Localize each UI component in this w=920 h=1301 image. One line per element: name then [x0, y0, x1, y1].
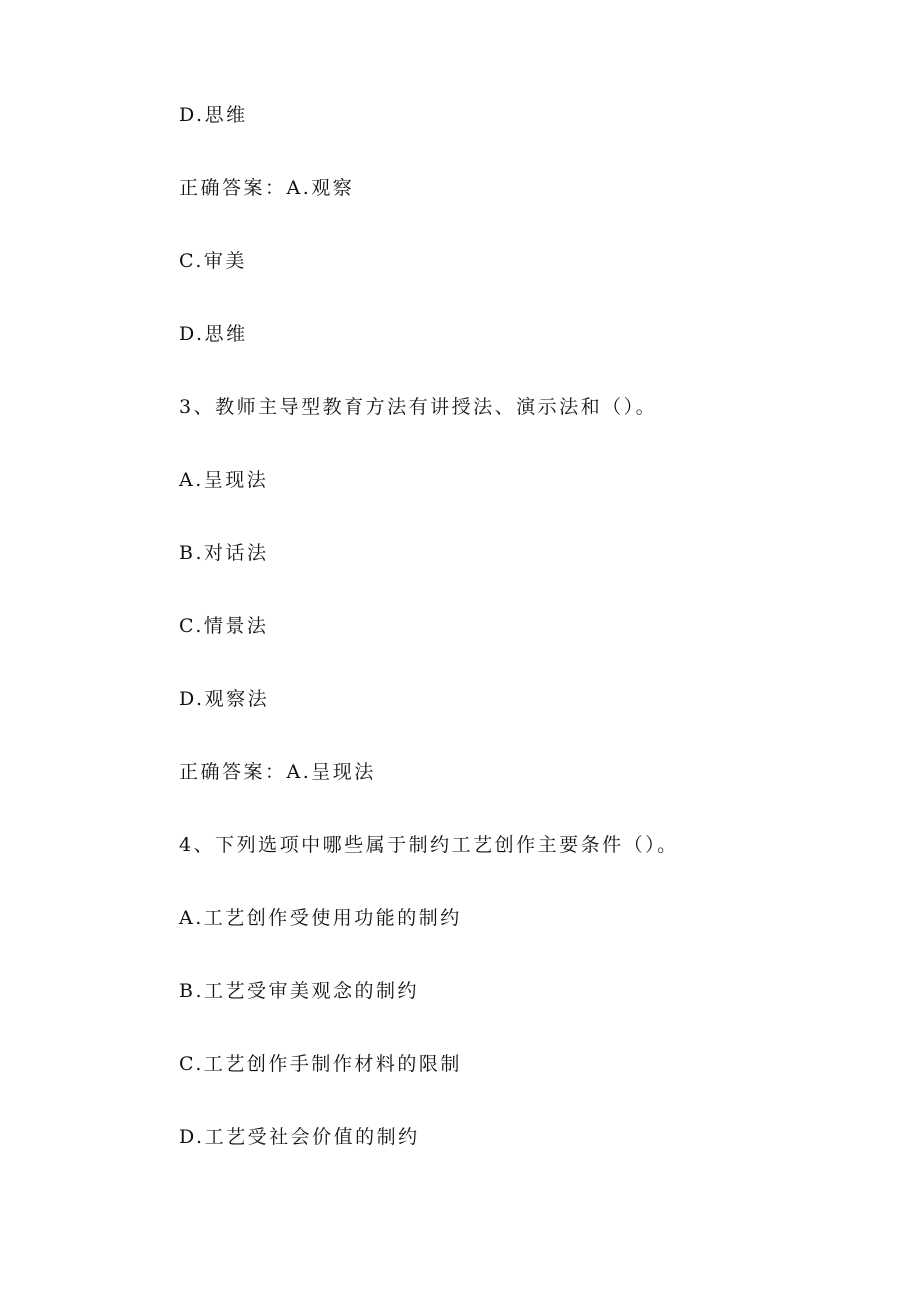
option-d-text: D.思维: [179, 104, 248, 126]
correct-answer-text: 正确答案：A.观察: [179, 177, 355, 199]
option-c-text: C.审美: [179, 250, 247, 272]
option-d-text: D.工艺受社会价值的制约: [179, 1126, 420, 1148]
option-c-text: C.工艺创作手制作材料的限制: [179, 1053, 462, 1075]
option-a-text: A.呈现法: [179, 469, 269, 491]
option-d-text: D.思维: [179, 323, 248, 345]
option-b-text: B.对话法: [179, 542, 269, 564]
option-c-text: C.情景法: [179, 615, 269, 637]
correct-answer-text: 正确答案：A.呈现法: [179, 761, 376, 783]
option-b-text: B.工艺受审美观念的制约: [179, 980, 420, 1002]
question-4-text: 4、下列选项中哪些属于制约工艺创作主要条件（）。: [179, 834, 679, 856]
question-3-text: 3、教师主导型教育方法有讲授法、演示法和（）。: [179, 396, 658, 418]
option-d-text: D.观察法: [179, 688, 270, 710]
option-a-text: A.工艺创作受使用功能的制约: [179, 907, 462, 929]
